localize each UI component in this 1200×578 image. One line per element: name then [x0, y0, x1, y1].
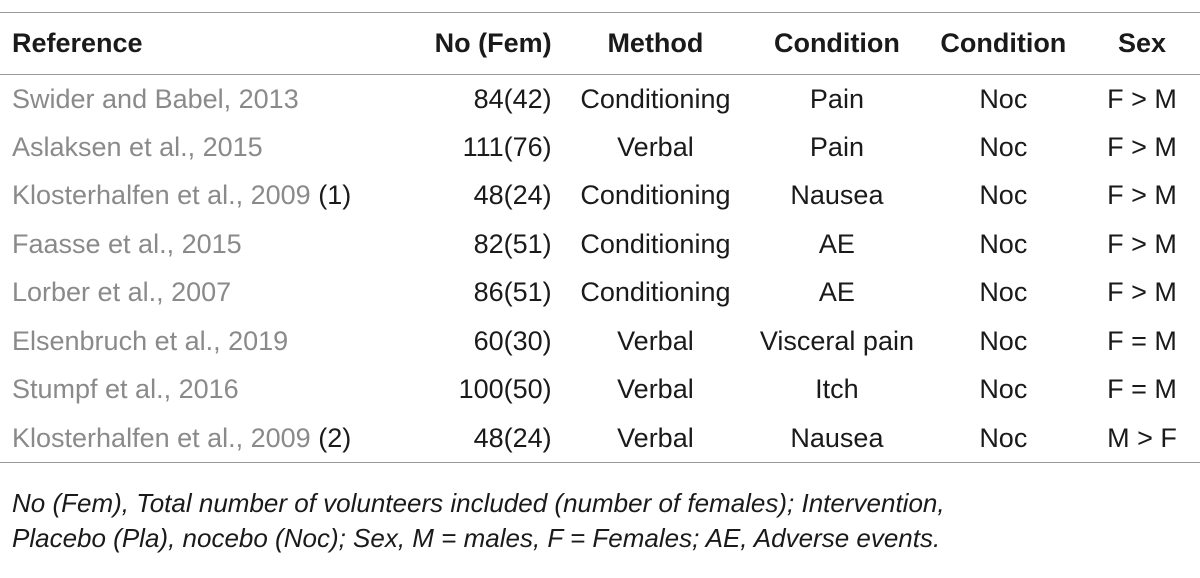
table-row — [0, 75, 1200, 124]
cell-method: Conditioning — [580, 83, 731, 114]
cell-method: Verbal — [617, 325, 694, 356]
header-condition-2: Condition — [923, 13, 1084, 75]
table-row — [0, 414, 1200, 463]
cell-condition: Nausea — [790, 180, 884, 211]
cell-condition: Pain — [809, 83, 864, 114]
cell-no-fem: 84(42) — [473, 83, 552, 114]
data-table — [0, 12, 1200, 463]
table-row — [0, 317, 1200, 366]
table-footnote — [12, 486, 1192, 556]
reference-text: Klosterhalfen et al., 2009 — [12, 180, 311, 211]
reference-text: Faasse et al., 2015 — [12, 228, 242, 259]
cell-condition-2: Noc — [979, 228, 1028, 259]
table-row — [0, 220, 1200, 269]
header-no-fem: No (Fem) — [410, 13, 559, 75]
cell-sex: F > M — [1107, 83, 1177, 114]
cell-sex: F = M — [1107, 325, 1177, 356]
reference-text: Elsenbruch et al., 2019 — [12, 325, 289, 356]
cell-reference — [0, 220, 410, 269]
cell-condition-2: Noc — [979, 374, 1028, 405]
cell-sex: F > M — [1107, 180, 1177, 211]
cell-no-fem: 100(50) — [458, 374, 552, 405]
cell-no-fem: 86(51) — [473, 277, 552, 308]
header-row — [0, 13, 1200, 75]
cell-reference — [0, 414, 410, 463]
cell-reference — [0, 172, 410, 221]
cell-reference — [0, 317, 410, 366]
cell-no-fem: 60(30) — [473, 325, 552, 356]
cell-method: Conditioning — [580, 277, 731, 308]
cell-sex: F > M — [1107, 131, 1177, 162]
cell-no-fem: 111(76) — [462, 131, 552, 162]
reference-text: Klosterhalfen et al., 2009 — [12, 422, 311, 453]
cell-sex: F > M — [1107, 277, 1177, 308]
table-row — [0, 269, 1200, 318]
cell-condition: Itch — [815, 374, 859, 405]
header-method: Method — [560, 13, 752, 75]
cell-condition: AE — [818, 228, 855, 259]
cell-method: Conditioning — [580, 180, 731, 211]
cell-no-fem: 48(24) — [473, 180, 552, 211]
table-row — [0, 123, 1200, 172]
cell-no-fem: 82(51) — [473, 228, 552, 259]
cell-condition-2: Noc — [923, 414, 1084, 463]
cell-method: Verbal — [617, 131, 694, 162]
cell-condition-2: Noc — [979, 277, 1028, 308]
cell-sex: F > M — [1107, 228, 1177, 259]
reference-text: Aslaksen et al., 2015 — [12, 131, 263, 162]
footnote-line: No (Fem), Total number of volunteers included (number of females); Intervention, — [12, 488, 945, 518]
table-body — [0, 75, 1200, 463]
header-condition: Condition — [751, 13, 922, 75]
reference-text: Lorber et al., 2007 — [12, 277, 232, 308]
cell-condition-2: Noc — [979, 83, 1028, 114]
reference-text: Stumpf et al., 2016 — [12, 374, 239, 405]
cell-reference — [0, 366, 410, 415]
table-row — [0, 172, 1200, 221]
reference-note: (2) — [318, 422, 352, 453]
header-sex: Sex — [1084, 13, 1200, 75]
reference-text: Swider and Babel, 2013 — [12, 83, 299, 114]
cell-method: Verbal — [560, 414, 752, 463]
cell-condition-2: Noc — [979, 180, 1028, 211]
footnote-line: Placebo (Pla), nocebo (Noc); Sex, M = males, F = Females; AE, Adverse events. — [12, 523, 941, 553]
cell-condition: Nausea — [751, 414, 922, 463]
cell-reference — [0, 75, 410, 124]
cell-no-fem: 48(24) — [410, 414, 559, 463]
cell-sex: F = M — [1107, 374, 1177, 405]
header-reference: Reference — [0, 13, 410, 75]
cell-condition: Pain — [809, 131, 864, 162]
cell-reference — [0, 123, 410, 172]
cell-method: Verbal — [617, 374, 694, 405]
table-header — [0, 13, 1200, 75]
table-row — [0, 366, 1200, 415]
reference-note: (1) — [318, 180, 352, 211]
cell-condition-2: Noc — [979, 131, 1028, 162]
cell-condition: AE — [818, 277, 855, 308]
cell-sex: M > F — [1084, 414, 1200, 463]
cell-reference — [0, 269, 410, 318]
cell-condition: Visceral pain — [759, 325, 914, 356]
cell-method: Conditioning — [580, 228, 731, 259]
cell-condition-2: Noc — [979, 325, 1028, 356]
